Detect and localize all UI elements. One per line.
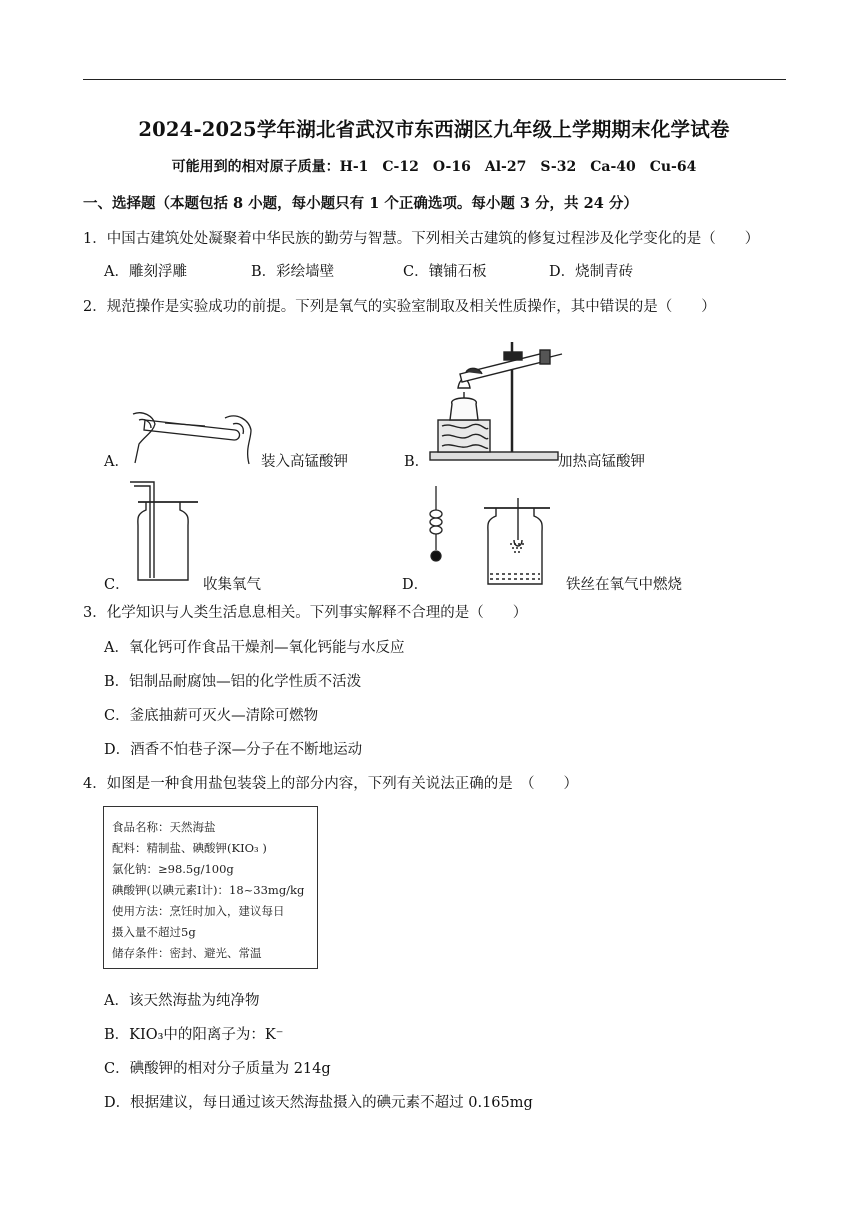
- question-2-stem: 2．规范操作是实验成功的前提。下列是氧气的实验室制取及相关性质操作，其中错误的是（ ）: [83, 299, 716, 315]
- label-line: 使用方法：烹饪时加入，建议每日: [112, 904, 285, 918]
- salt-package-label: [103, 806, 318, 969]
- q4-option-d[interactable]: D．根据建议，每日通过该天然海盐摄入的碘元素不超过 0.165mg: [104, 1095, 533, 1111]
- q4-option-a[interactable]: A．该天然海盐为纯净物: [104, 993, 260, 1009]
- q2-option-b-letter[interactable]: B．: [404, 454, 430, 470]
- q2-option-b-caption: 加热高锰酸钾: [558, 454, 645, 470]
- label-line: 摄入量不超过5g: [112, 925, 196, 939]
- label-line: 碘酸钾(以碘元素I计)：18~33mg/kg: [112, 883, 305, 897]
- q3-option-c[interactable]: C．釜底抽薪可灭火—清除可燃物: [104, 708, 319, 724]
- label-line: 配料：精制盐、碘酸钾(KIO₃ ): [112, 841, 267, 855]
- q2-option-a-caption: 装入高锰酸钾: [261, 454, 348, 470]
- atomic-masses: 可能用到的相对原子质量：H-1 C-12 O-16 Al-27 S-32 Ca-40 Cu-64: [171, 159, 697, 175]
- iron-wire-spiral-illustration: [424, 486, 454, 566]
- burning-jar-illustration: [480, 496, 560, 588]
- q3-option-b[interactable]: B．铝制品耐腐蚀—铝的化学性质不活泼: [104, 674, 362, 690]
- q2-option-a-letter[interactable]: A．: [104, 454, 129, 470]
- q1-option-b[interactable]: B．彩绘墙壁: [251, 264, 335, 280]
- q2-option-c-letter[interactable]: C．: [104, 577, 130, 593]
- heating-apparatus-illustration: [430, 332, 570, 466]
- label-line: 食品名称：天然海盐: [112, 820, 216, 834]
- loading-test-tube-illustration: [125, 408, 265, 468]
- label-line: 储存条件：密封、避光、常温: [112, 946, 262, 960]
- q2-option-c-caption: 收集氧气: [203, 577, 261, 593]
- gas-collection-bottle-illustration: [128, 480, 208, 588]
- q1-option-a[interactable]: A．雕刻浮雕: [104, 264, 187, 280]
- q4-option-b[interactable]: B．KIO₃中的阳离子为：K⁻: [104, 1027, 284, 1043]
- q2-option-d-caption: 铁丝在氧气中燃烧: [566, 577, 682, 593]
- header-rule: [83, 79, 786, 80]
- q1-option-d[interactable]: D．烧制青砖: [549, 264, 634, 280]
- question-3-stem: 3．化学知识与人类生活息息相关。下列事实解释不合理的是（ ）: [83, 605, 528, 621]
- q4-option-c[interactable]: C．碘酸钾的相对分子质量为 214g: [104, 1061, 331, 1077]
- q2-option-d-letter[interactable]: D．: [402, 577, 429, 593]
- q1-option-c[interactable]: C．镶铺石板: [403, 264, 487, 280]
- page-title: 2024-2025学年湖北省武汉市东西湖区九年级上学期期末化学试卷: [138, 118, 730, 141]
- question-1-stem: 1．中国古建筑处处凝聚着中华民族的勤劳与智慧。下列相关古建筑的修复过程涉及化学变化的是（ ）: [83, 231, 760, 247]
- section-heading: 一、选择题（本题包括 8 小题，每小题只有 1 个正确选项。每小题 3 分，共 24 分）: [83, 195, 638, 212]
- question-4-stem: 4．如图是一种食用盐包装袋上的部分内容，下列有关说法正确的是 （ ）: [83, 776, 578, 792]
- q3-option-a[interactable]: A．氧化钙可作食品干燥剂—氧化钙能与水反应: [104, 640, 405, 656]
- label-line: 氯化钠：≥98.5g/100g: [112, 862, 234, 876]
- q3-option-d[interactable]: D．酒香不怕巷子深—分子在不断地运动: [104, 742, 363, 758]
